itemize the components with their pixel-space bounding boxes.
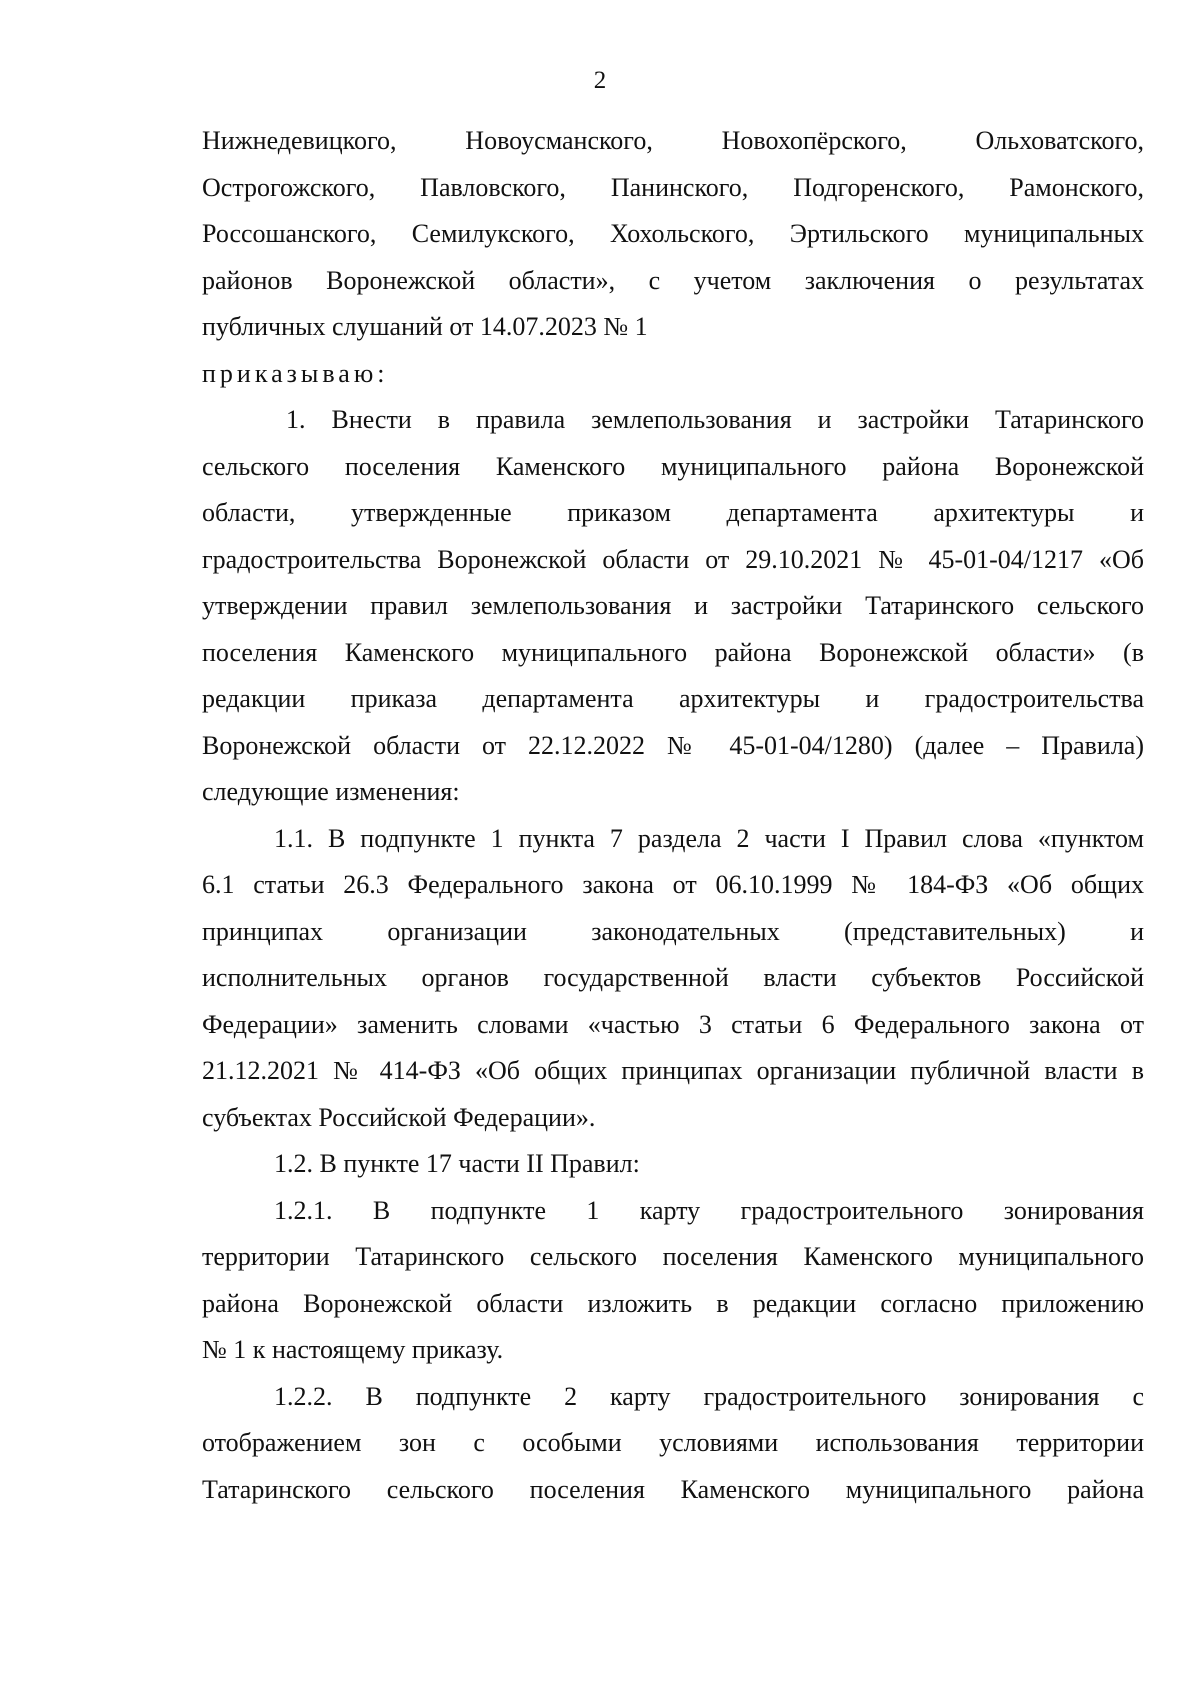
text-line: 21.12.2021 № 414-ФЗ «Об общих принципах организации публичной власти в [202,1056,1144,1085]
text-line: Федерации» заменить словами «частью 3 статьи 6 Федерального закона от [202,1009,1144,1039]
text-line: области, утвержденные приказом департамента архитектуры и [202,498,1144,527]
text-line: утверждении правил землепользования и застройки Татаринского сельского [202,591,1144,620]
text-line: поселения Каменского муниципального района Воронежской области» (в [202,637,1144,667]
text-line: следующие изменения: [202,777,460,806]
text-line: субъектах Российской Федерации». [202,1102,596,1132]
paragraph-1-start: 1. Внести в правила землепользования и застройки Татаринского [286,405,1144,434]
text-line: сельского поселения Каменского муниципального района Воронежской [202,451,1144,481]
paragraph-1-2-start: 1.2. В пункте 17 части II Правил: [274,1149,640,1178]
text-line: 6.1 статьи 26.3 Федерального закона от 06.10.1999 № 184-ФЗ «Об общих [202,870,1144,899]
text-line: исполнительных органов государственной власти субъектов Российской [202,963,1144,992]
paragraph-1-2-1-start: 1.2.1. В подпункте 1 карту градостроительного зонирования [274,1195,1144,1225]
text-line: № 1 к настоящему приказу. [202,1335,504,1364]
page-number: 2 [593,67,607,94]
document-body [202,118,1144,1513]
text-line: Острогожского, Павловского, Панинского, Подгоренского, Рамонского, [202,172,1144,202]
text-line: Татаринского сельского поселения Каменского муниципального района [202,1474,1144,1504]
order-keyword: приказываю: [202,358,389,388]
text-line: публичных слушаний от 14.07.2023 № 1 [202,312,648,341]
text-line: градостроительства Воронежской области от 29.10.2021 № 45-01-04/1217 «Об [202,544,1144,574]
text-line: района Воронежской области изложить в редакции согласно приложению [202,1288,1144,1318]
text-line: Россошанского, Семилукского, Хохольского, Эртильского муниципальных [202,219,1144,248]
text-line: Нижнедевицкого, Новоусманского, Новохопёрского, Ольховатского, [202,126,1144,155]
text-line: районов Воронежской области», с учетом заключения о результатах [202,265,1144,295]
text-line: принципах организации законодательных (представительных) и [202,916,1144,946]
text-line: территории Татаринского сельского поселения Каменского муниципального [202,1242,1144,1271]
text-line: отображением зон с особыми условиями использования территории [202,1428,1144,1457]
text-line: Воронежской области от 22.12.2022 № 45-01-04/1280) (далее – Правила) [202,730,1144,760]
paragraph-1-1-start: 1.1. В подпункте 1 пункта 7 раздела 2 части I Правил слова «пунктом [274,823,1144,853]
paragraph-1-2-2-start: 1.2.2. В подпункте 2 карту градостроительного зонирования с [274,1381,1144,1411]
text-line: редакции приказа департамента архитектуры и градостроительства [202,684,1144,713]
